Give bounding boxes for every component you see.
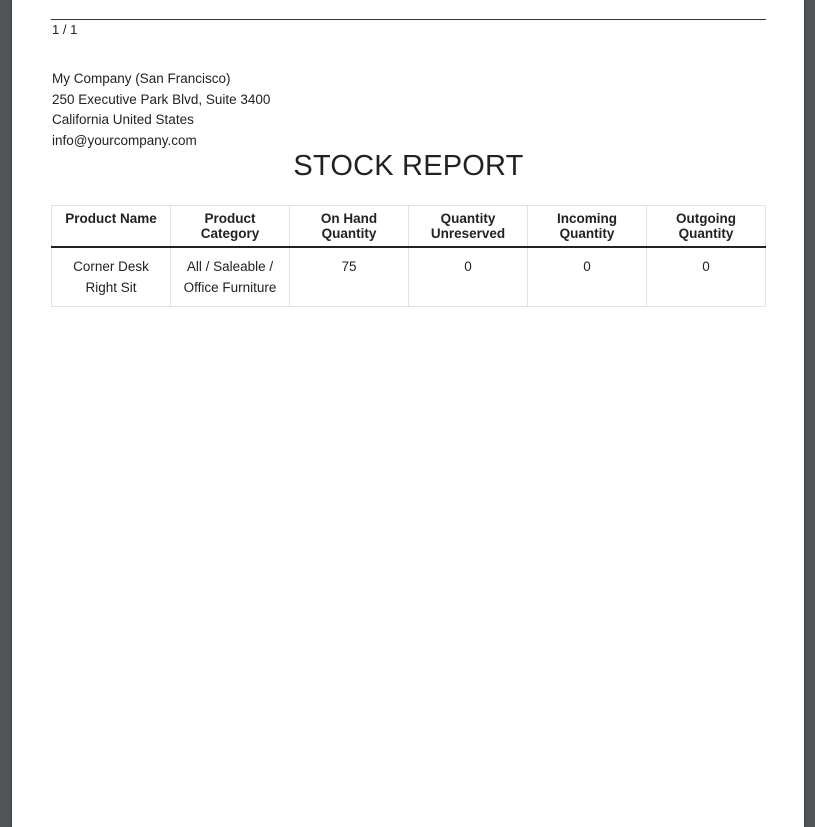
cell-quantity-unreserved: 0 (409, 247, 528, 307)
company-address (52, 69, 270, 152)
cell-incoming-quantity: 0 (528, 247, 647, 307)
report-title: STOCK REPORT (293, 150, 524, 182)
header-outgoing-quantity (647, 206, 766, 248)
header-product-name (52, 206, 171, 248)
company-email: info@yourcompany.com (52, 133, 197, 149)
header-text: Product Name (65, 211, 157, 226)
cell-text: Office Furniture (183, 280, 277, 295)
header-text: Quantity (440, 211, 496, 226)
cell-text: All / Saleable / (186, 259, 274, 274)
header-text: Product (204, 211, 256, 226)
stock-table (51, 205, 766, 307)
cell-product-category (171, 247, 290, 307)
header-product-category (171, 206, 290, 248)
header-on-hand-quantity (290, 206, 409, 248)
header-text: On Hand (320, 211, 378, 226)
report-page (12, 0, 804, 827)
header-text: Quantity (559, 225, 615, 241)
company-name: My Company (San Francisco) (52, 71, 231, 86)
header-text: Outgoing (676, 211, 736, 226)
cell-on-hand-quantity: 75 (290, 247, 409, 307)
cell-text: Right Sit (85, 280, 137, 295)
company-region: California United States (52, 112, 194, 128)
company-street: 250 Executive Park Blvd, Suite 3400 (52, 91, 271, 107)
page-counter: 1 / 1 (52, 22, 78, 37)
header-divider (51, 19, 766, 20)
cell-text: Corner Desk (73, 259, 149, 274)
header-text: Unreserved (430, 225, 506, 241)
header-incoming-quantity (528, 206, 647, 248)
header-text: Quantity (321, 225, 377, 241)
table-row (52, 247, 766, 307)
header-text: Quantity (678, 225, 734, 241)
table-header-row (52, 206, 766, 248)
header-text: Category (200, 225, 260, 241)
header-quantity-unreserved (409, 206, 528, 248)
header-text: Incoming (557, 211, 617, 226)
cell-outgoing-quantity: 0 (647, 247, 766, 307)
cell-product-name (52, 247, 171, 307)
